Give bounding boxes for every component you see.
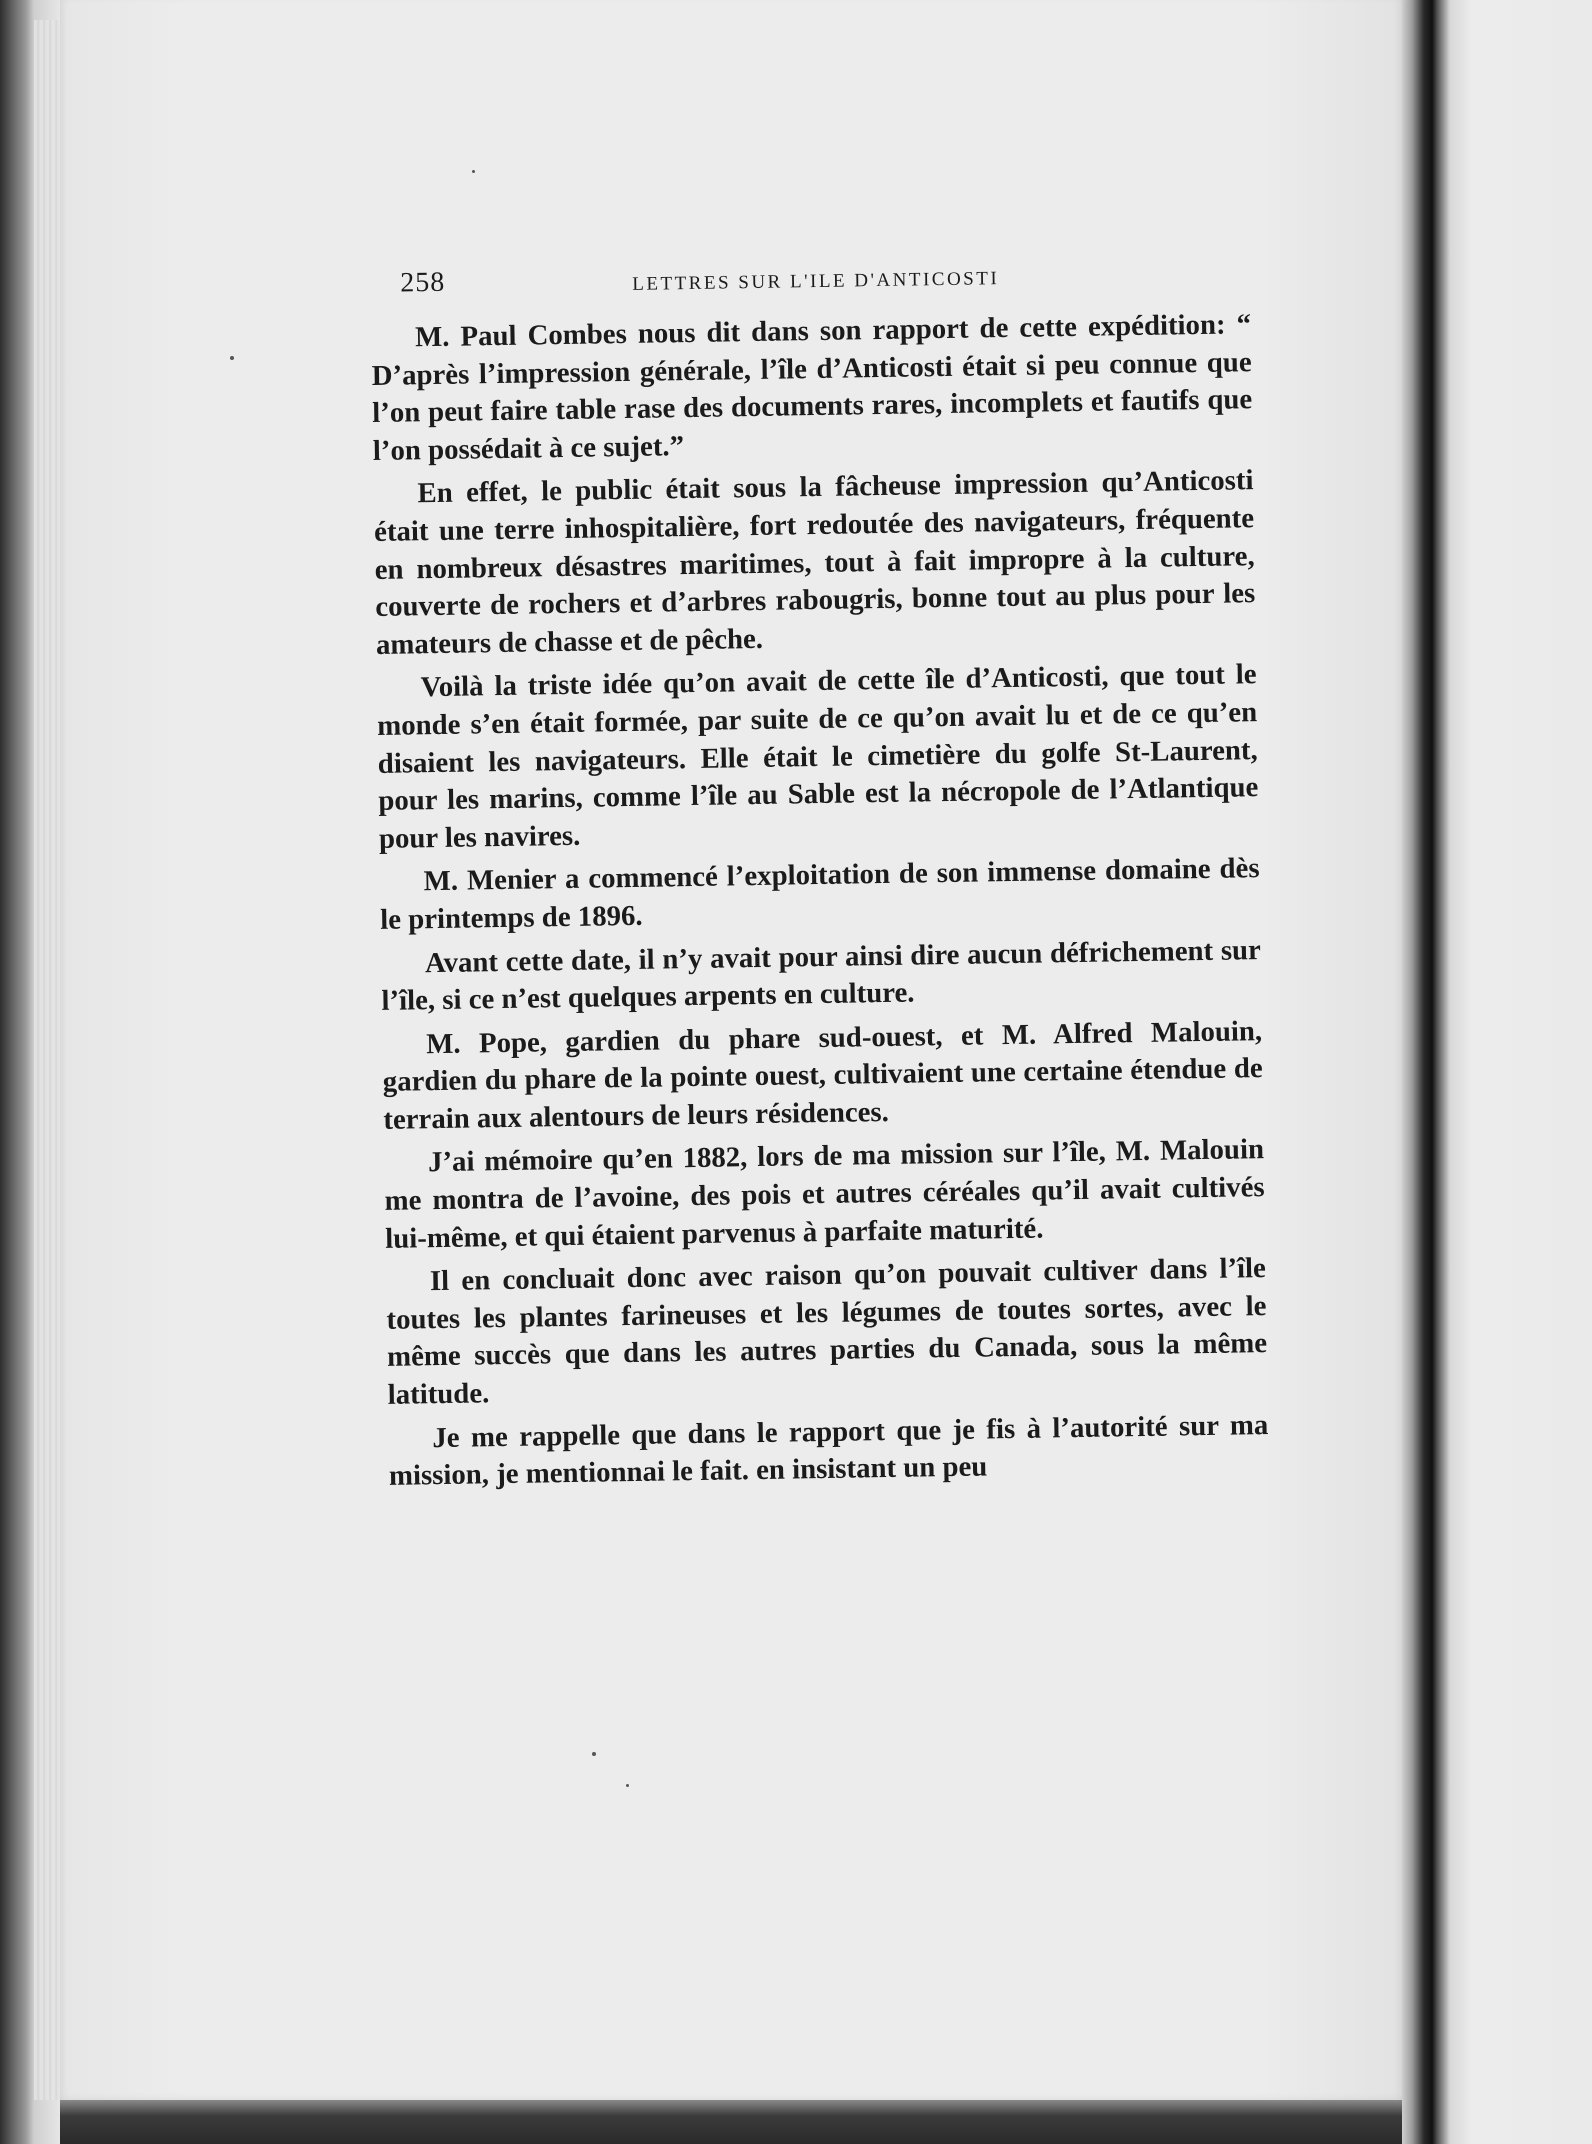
running-title: LETTRES SUR L'ILE D'ANTICOSTI (632, 268, 1000, 295)
paragraph: Voilà la triste idée qu’on avait de cette île d’Anticosti, que tout le monde s’en était formée, par suite de ce qu’on avait lu et de ce qu’en disaient les navigateurs. Elle était le cimetière du golfe St-Laurent, pour les marins, comme l’île au Sable est la nécropole de l’Atlantique pour les navires. (376, 658, 1259, 855)
paragraph: Il en concluait donc avec raison qu’on pouvait cultiver dans l’île toutes les plantes farineuses et les légumes de toutes sortes, avec le même succès que dans les autres parties du Canada, sous la même latitude. (386, 1252, 1268, 1411)
paragraph: J’ai mémoire qu’en 1882, lors de ma mission sur l’île, M. Malouin me montra de l’avoine, des pois et autres céréales qu’il avait cultivés lui-même, et qui étaient parvenus à parfaite maturité. (384, 1133, 1265, 1255)
paragraph: M. Pope, gardien du phare sud-ouest, et M. Alfred Malouin, gardien du phare de la pointe ouest, cultivaient une certaine étendue de terrain aux alentours de leurs résidences. (382, 1014, 1263, 1136)
page-number: 258 (399, 266, 446, 299)
paragraph: En effet, le public était sous la fâcheuse impression qu’Anticosti était une terre inhospitalière, fort redoutée des navigateurs, fréquente en nombreux désastres maritimes, tout à fait impropre à la culture, couverte de rochers et d’arbres rabougris, bonne tout au plus pour les amateurs de chasse et de pêche. (373, 464, 1256, 661)
paragraph: Je me rappelle que dans le rapport que je fis à l’autorité sur ma mission, je mentionnai le fait. en insistant un peu (388, 1408, 1269, 1493)
paper-speck (626, 1784, 629, 1787)
paper-speck (592, 1752, 596, 1756)
paragraph: M. Paul Combes nous dit dans son rapport de cette expédition: “ D’après l’impression générale, l’île d’Anticosti était si peu connue que l’on peut faire table rase des documents rares, incomplets et fautifs que l’on possédait à ce sujet.” (371, 308, 1253, 467)
page-text-block (370, 254, 1269, 1501)
paper-speck (472, 170, 475, 173)
page-bottom-shadow (60, 2100, 1402, 2144)
paragraph: Avant cette date, il n’y avait pour ainsi dire aucun défrichement sur l’île, si ce n’est quelques arpents en culture. (381, 933, 1262, 1018)
paper-speck (230, 356, 234, 360)
book-gutter (1402, 0, 1592, 2144)
paragraph: M. Menier a commencé l’exploitation de son immense domaine dès le printemps de 1896. (379, 852, 1260, 936)
